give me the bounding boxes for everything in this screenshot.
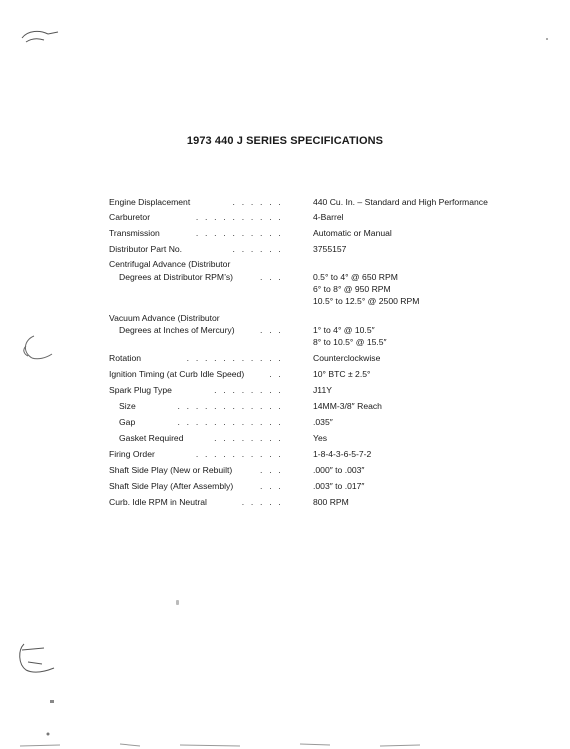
- spec-value-line: 6° to 8° @ 950 RPM: [313, 284, 391, 294]
- spec-value: [313, 271, 419, 307]
- scan-artifact-left-middle: [16, 330, 61, 365]
- spec-label: Engine Displacement: [109, 197, 191, 207]
- spec-value-line: J11Y: [313, 385, 332, 395]
- spec-label: Size: [119, 401, 136, 411]
- leader-dots: . . . . . . . . . . . .: [177, 401, 283, 411]
- spec-value: [313, 243, 346, 255]
- leader-dots: . . . . . .: [232, 197, 283, 207]
- spec-value-line: Automatic or Manual: [313, 228, 392, 238]
- leader-dots: . . . . . . . . . .: [195, 212, 283, 222]
- leader-dots: . . .: [260, 481, 283, 491]
- spec-value-line: .003″ to .017″: [313, 481, 365, 491]
- scan-speck: [546, 38, 548, 40]
- spec-value-line: Counterclockwise: [313, 353, 381, 363]
- spec-label: Curb. Idle RPM in Neutral: [109, 497, 207, 507]
- spec-value-line: 10.5° to 12.5° @ 2500 RPM: [313, 296, 420, 306]
- spec-value-line: Yes: [313, 433, 328, 443]
- spec-value-line: .000″ to .003″: [313, 465, 365, 475]
- spec-label: Gasket Required: [119, 433, 184, 443]
- spec-value: [313, 196, 488, 208]
- spec-value: [313, 227, 392, 239]
- spec-value: [313, 324, 387, 348]
- spec-label: Vacuum Advance (Distributor: [109, 313, 220, 323]
- spec-value-line: 14MM-3/8″ Reach: [313, 401, 382, 411]
- scan-artifact-top-left: [18, 24, 63, 54]
- leader-dots: . . . . . . . .: [214, 385, 283, 395]
- scan-speck: [176, 600, 179, 605]
- spec-value-line: 440 Cu. In. – Standard and High Performance: [313, 197, 488, 207]
- spec-value: [313, 352, 380, 364]
- spec-value-line: 1-8-4-3-6-5-7-2: [313, 449, 372, 459]
- leader-dots: . . . . .: [241, 497, 283, 507]
- spec-label: Shaft Side Play (After Assembly): [109, 481, 234, 491]
- scan-speck: [50, 700, 54, 703]
- spec-value: [313, 416, 333, 428]
- leader-dots: . . .: [260, 272, 283, 282]
- spec-label: Degrees at Inches of Mercury): [119, 325, 235, 335]
- spec-label: Centrifugal Advance (Distributor: [109, 259, 231, 269]
- spec-value: [313, 464, 364, 476]
- spec-label: Distributor Part No.: [109, 244, 183, 254]
- spec-label: Rotation: [109, 353, 142, 363]
- spec-label: Ignition Timing (at Curb Idle Speed): [109, 369, 245, 379]
- spec-value: [313, 480, 364, 492]
- spec-label: Spark Plug Type: [109, 385, 172, 395]
- spec-value-line: 8° to 10.5° @ 15.5″: [313, 337, 387, 347]
- spec-value: [313, 400, 382, 412]
- leader-dots: . . . . . . . . . .: [195, 228, 283, 238]
- leader-dots: . . .: [260, 465, 283, 475]
- leader-dots: . . . . . . . . . .: [195, 449, 283, 459]
- spec-value: [313, 384, 332, 396]
- spec-label: Transmission: [109, 228, 160, 238]
- spec-label: Firing Order: [109, 449, 155, 459]
- leader-dots: . . .: [260, 325, 283, 335]
- spec-value-line: 0.5° to 4° @ 650 RPM: [313, 272, 398, 282]
- leader-dots: . . . . . . . . . . . .: [177, 417, 283, 427]
- spec-label: Degrees at Distributor RPM’s): [119, 272, 233, 282]
- spec-value-line: 800 RPM: [313, 497, 349, 507]
- spec-label: Gap: [119, 417, 136, 427]
- scan-artifact-bottom-edge: [0, 730, 570, 749]
- spec-value-line: 1° to 4° @ 10.5″: [313, 325, 375, 335]
- leader-dots: . . . . . . . .: [214, 433, 283, 443]
- spec-label: Shaft Side Play (New or Rebuilt): [109, 465, 233, 475]
- spec-label: Carburetor: [109, 212, 151, 222]
- leader-dots: . . . . . . . . . . .: [186, 353, 283, 363]
- spec-value: [313, 432, 327, 444]
- leader-dots: . . . . . .: [232, 244, 283, 254]
- spec-value: [313, 368, 370, 380]
- spec-value: [313, 496, 349, 508]
- spec-value-line: .035″: [313, 417, 333, 427]
- spec-value-line: 3755157: [313, 244, 347, 254]
- spec-value: [313, 448, 371, 460]
- scan-artifact-bottom-left: [14, 640, 64, 680]
- spec-value-line: 4-Barrel: [313, 212, 344, 222]
- page-title: 1973 440 J SERIES SPECIFICATIONS: [186, 135, 384, 147]
- spec-value-line: 10° BTC ± 2.5°: [313, 369, 371, 379]
- spec-value: [313, 211, 344, 223]
- leader-dots: . .: [269, 369, 283, 379]
